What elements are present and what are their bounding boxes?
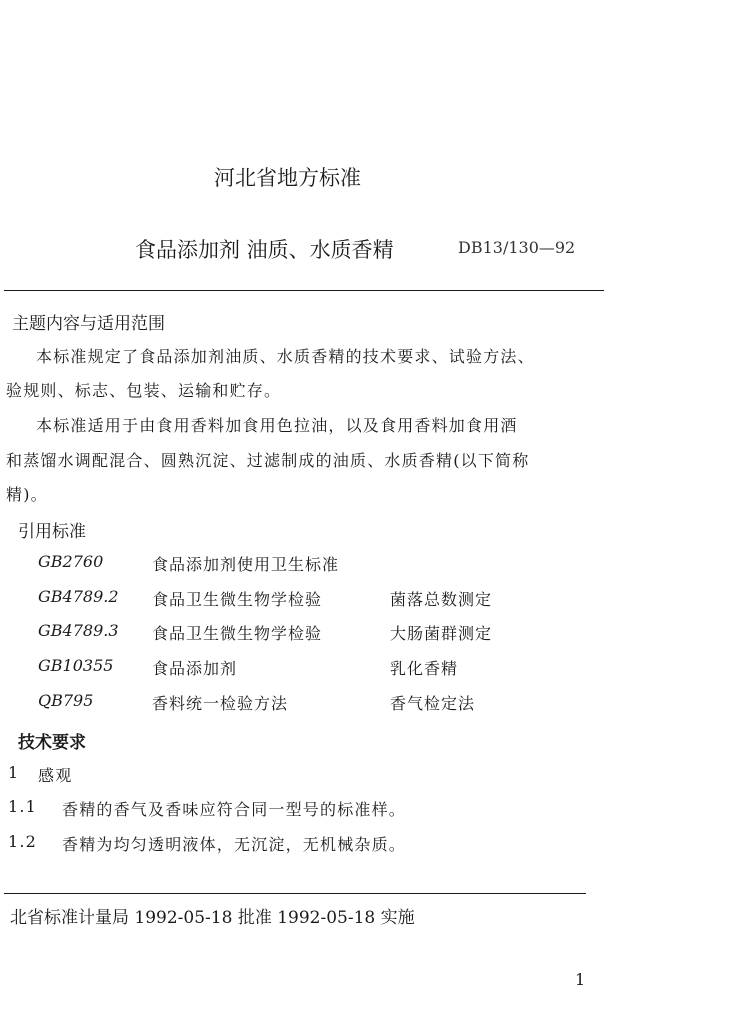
subsection-title: 感观	[38, 766, 73, 785]
reference-name: 食品卫生微生物学检验	[152, 624, 323, 643]
reference-test: 菌落总数测定	[390, 590, 493, 609]
issuing-organization: 河北省地方标准	[214, 166, 361, 190]
paragraph-line: 精)。	[6, 485, 48, 504]
clause-number: 1.1	[8, 797, 38, 816]
paragraph-line: 和蒸馏水调配混合、圆熟沉淀、过滤制成的油质、水质香精(以下简称	[6, 451, 530, 470]
header-divider	[4, 290, 604, 291]
subsection-number: 1	[8, 763, 20, 782]
section-heading-references: 引用标准	[18, 522, 86, 542]
reference-code: GB4789.3	[38, 621, 119, 640]
reference-code: GB4789.2	[38, 587, 119, 606]
page-number: 1	[575, 970, 586, 989]
reference-test: 乳化香精	[390, 659, 459, 678]
section-heading-technical: 技术要求	[18, 733, 86, 753]
paragraph-line: 本标准适用于由食用香料加食用色拉油，以及食用香料加食用酒	[36, 416, 518, 435]
reference-code: QB795	[38, 691, 94, 710]
reference-test: 香气检定法	[390, 694, 476, 713]
standard-code: DB13/130—92	[458, 238, 576, 257]
paragraph-line: 验规则、标志、包装、运输和贮存。	[6, 381, 282, 400]
reference-name: 食品添加剂	[152, 659, 238, 678]
reference-name: 食品卫生微生物学检验	[152, 590, 323, 609]
section-heading-scope: 主题内容与适用范围	[12, 314, 165, 334]
reference-test: 大肠菌群测定	[390, 624, 493, 643]
clause-text: 香精的香气及香味应符合同一型号的标准样。	[62, 800, 407, 819]
reference-name: 香料统一检验方法	[152, 694, 289, 713]
paragraph-line: 本标准规定了食品添加剂油质、水质香精的技术要求、试验方法、	[36, 347, 535, 366]
reference-code: GB10355	[38, 656, 114, 675]
approval-line: 北省标准计量局 1992-05-18 批准 1992-05-18 实施	[10, 908, 415, 928]
clause-number: 1.2	[8, 832, 38, 851]
footer-divider	[4, 893, 586, 894]
reference-name: 食品添加剂使用卫生标准	[152, 555, 340, 574]
reference-code: GB2760	[38, 552, 104, 571]
standard-title: 食品添加剂 油质、水质香精	[135, 238, 394, 262]
clause-text: 香精为均匀透明液体，无沉淀，无机械杂质。	[62, 835, 407, 854]
